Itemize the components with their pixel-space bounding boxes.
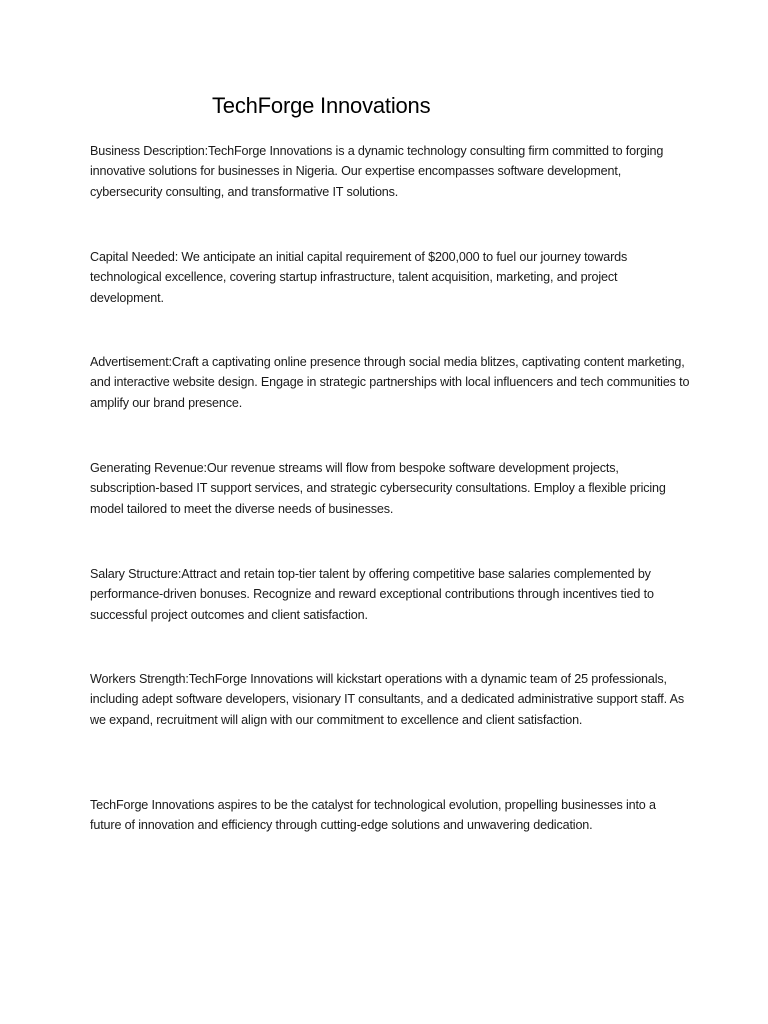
business-description-paragraph: Business Description:TechForge Innovations is a dynamic technology consulting firm committed to forging innovative solutions for businesses in Nigeria. Our expertise encompasses software development, cybersecurity consulting, and transformative IT solutions. (90, 144, 664, 199)
closing-paragraph: TechForge Innovations aspires to be the catalyst for technological evolution, propelling businesses into a future of innovation and efficiency through cutting-edge solutions and unwavering dedication. (90, 798, 656, 833)
generating-revenue-paragraph: Generating Revenue:Our revenue streams will flow from bespoke software development projects, subscription-based IT support services, and strategic cybersecurity consultations. Employ a flexible pricing model tailored to meet the diverse needs of businesses. (90, 461, 666, 516)
salary-structure-paragraph: Salary Structure:Attract and retain top-tier talent by offering competitive base salaries complemented by performance-driven bonuses. Recognize and reward exceptional contributions through incentives tied to successful project outcomes and client satisfaction. (90, 567, 654, 622)
document-title: TechForge Innovations (212, 93, 431, 118)
workers-strength-paragraph: Workers Strength:TechForge Innovations will kickstart operations with a dynamic team of 25 professionals, including adept software developers, visionary IT consultants, and a dedicated administrative support staff. As we expand, recruitment will align with our commitment to excellence and client satisfaction. (90, 672, 685, 727)
capital-needed-paragraph: Capital Needed: We anticipate an initial capital requirement of $200,000 to fuel our journey towards technological excellence, covering startup infrastructure, talent acquisition, marketing, and project development. (90, 250, 628, 305)
advertisement-paragraph: Advertisement:Craft a captivating online presence through social media blitzes, captivating content marketing, and interactive website design. Engage in strategic partnerships with local influencers and tech communities to amplify our brand presence. (90, 355, 690, 410)
